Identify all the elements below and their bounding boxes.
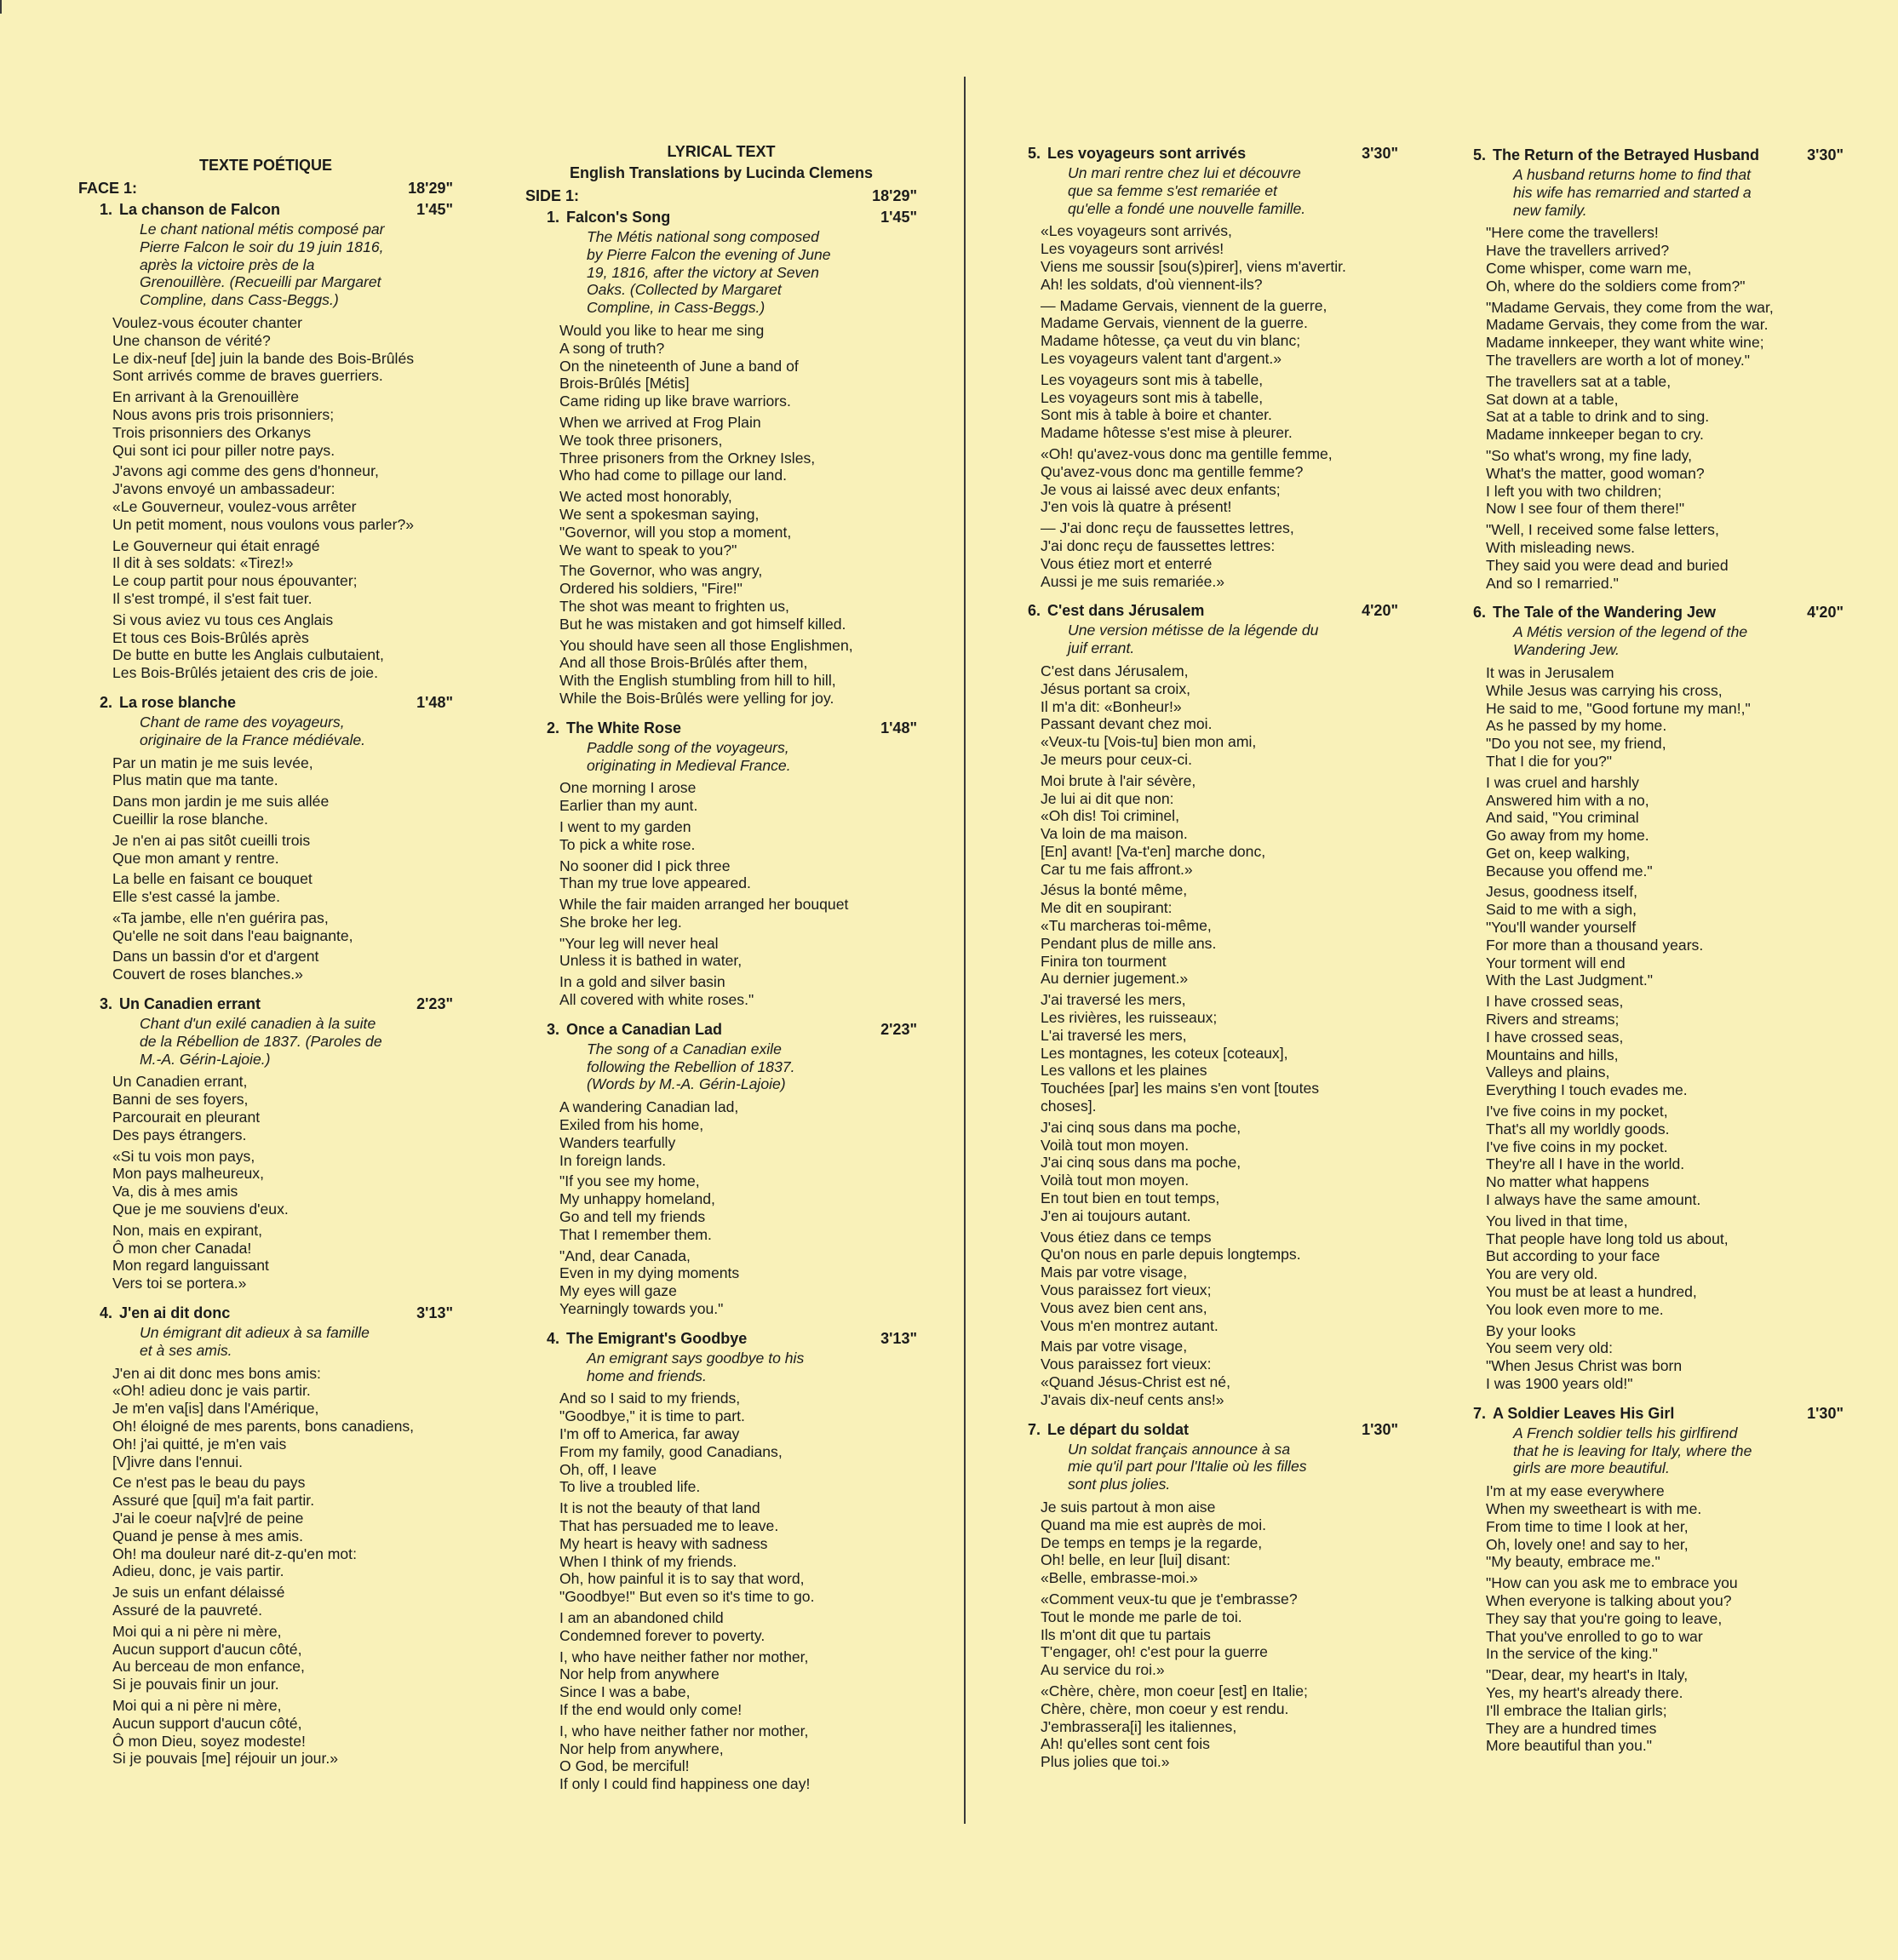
- song-number: 1.: [99, 201, 112, 218]
- lyric-stanza: La belle en faisant ce bouquet Elle s'est cassé la jambe.: [112, 870, 313, 906]
- side-duration: 18'29": [408, 180, 453, 197]
- song-entry: [525, 209, 917, 708]
- lyric-stanza: We acted most honorably, We sent a spokesman saying, "Governor, will you stop a moment, We want to speak to you?": [559, 488, 792, 559]
- song-number: 7.: [1472, 1404, 1486, 1422]
- lyric-stanza: While the fair maiden arranged her bouquet She broke her leg.: [559, 896, 849, 931]
- song-number: 4.: [99, 1304, 112, 1322]
- song-title: Les voyageurs sont arrivés: [1047, 145, 1247, 162]
- song-title: Once a Canadian Lad: [566, 1020, 723, 1038]
- lyric-stanza: You lived in that time, That people have long told us about, But according to your face You are very old. You must be at least a hundred, You look even more to me.: [1486, 1212, 1729, 1318]
- lyric-stanza: It is not the beauty of that land That has persuaded me to leave. My heart is heavy with sadness When I think of my friends. Oh, how painful it is to say that word, "Goodbye!" But even so it's time to go.: [559, 1499, 815, 1606]
- song-number: 2.: [546, 719, 559, 736]
- lyric-stanza: En arrivant à la Grenouillère Nous avons pris trois prisonniers; Trois prisonniers des Orkanys Qui sont ici pour piller notre pays.: [112, 388, 335, 459]
- lyric-stanza: — J'ai donc reçu de faussettes lettres, J'ai donc reçu de faussettes lettres: Vous étiez mort et enterré Aussi je me suis remariée.»: [1041, 519, 1294, 590]
- lyric-stanza: I am an abandoned child Condemned forever to poverty.: [559, 1608, 766, 1644]
- lyric-stanza: When we arrived at Frog Plain We took three prisoners, Three prisoners from the Orkney Isles, Who had come to pillage our land.: [559, 413, 816, 484]
- song-description: An emigrant says goodbye to his home and friends.: [587, 1349, 805, 1384]
- song-duration: 3'30": [1807, 146, 1844, 163]
- song-description: The song of a Canadian exile following the Rebellion of 1837. (Words by M.-A. Gérin-Lajoie): [587, 1040, 795, 1093]
- song-number: 1.: [546, 209, 559, 226]
- song-description: A Métis version of the legend of the Wandering Jew.: [1513, 623, 1748, 659]
- lyric-stanza: "Here come the travellers! Have the travellers arrived? Come whisper, come warn me, Oh, where do the soldiers come from?": [1486, 224, 1746, 295]
- lyric-stanza: Un Canadien errant, Banni de ses foyers, Parcourait en pleurant Des pays étrangers.: [112, 1073, 261, 1143]
- song-title: The Emigrant's Goodbye: [566, 1329, 748, 1347]
- lyric-stanza: J'en ai dit donc mes bons amis: «Oh! adieu donc je vais partir. Je m'en va[is] dans l'Amérique, Oh! éloigné de mes parents, bons canadiens, Oh! j'ai quitté, je m'en vais [V]ivre dans l'ennui.: [112, 1364, 415, 1470]
- column-english-side1: [525, 0, 917, 1805]
- lyric-stanza: Les voyageurs sont mis à tabelle, Les voyageurs sont mis à tabelle, Sont mis à table à boire et chanter. Madame hôtesse s'est mise à pleurer.: [1041, 370, 1293, 442]
- lyric-stanza: Mais par votre visage, Vous paraissez fort vieux: «Quand Jésus-Christ est né, J'avais dix-neuf cents ans!»: [1041, 1338, 1230, 1408]
- song-header: [1006, 1421, 1398, 1439]
- lyric-stanza: "Madame Gervais, they come from the war, Madame Gervais, they come from the war. Madame innkeeper, they want white wine; The travellers are worth a lot of money.": [1486, 298, 1774, 369]
- song-title: The White Rose: [566, 719, 682, 736]
- lyric-stanza: "Dear, dear, my heart's in Italy, Yes, my heart's already there. I'll embrace the Italian girls; They are a hundred times More beautiful than you.": [1486, 1666, 1689, 1755]
- lyric-stanza: J'avons agi comme des gens d'honneur, J'avons envoyé un ambassadeur: «Le Gouverneur, voulez-vous arrêter Un petit moment, nous voulons vous parler?»: [112, 462, 415, 533]
- lyric-stanza: Non, mais en expirant, Ô mon cher Canada! Mon regard languissant Vers toi se portera.»: [112, 1221, 269, 1292]
- lyric-stanza: And so I said to my friends, "Goodbye," it is time to part. I'm off to America, far away From my family, good Canadians, Oh, off, I leave To live a troubled life.: [559, 1390, 783, 1496]
- lyric-stanza: A wandering Canadian lad, Exiled from his home, Wanders tearfully In foreign lands.: [559, 1098, 739, 1169]
- song-duration: 2'23": [880, 1020, 917, 1038]
- song-entry: [78, 1304, 453, 1768]
- lyric-stanza: The Governor, who was angry, Ordered his soldiers, "Fire!" The shot was meant to frighten us, But he was mistaken and got himself killed.: [559, 562, 846, 633]
- lyric-stanza: It was in Jerusalem While Jesus was carrying his cross, He said to me, "Good fortune my man!," As he passed by my home. "Do you not see, my friend, That I die for you?": [1486, 663, 1751, 770]
- song-number: 3.: [99, 995, 112, 1013]
- lyric-stanza: "How can you ask me to embrace you When everyone is talking about you? They say that you're going to leave, That you've enrolled to go to war In the service of the king.": [1486, 1574, 1738, 1663]
- corner-mark: [0, 0, 2, 14]
- song-header: [1006, 602, 1398, 620]
- lyric-stanza: Dans un bassin d'or et d'argent Couvert de roses blanches.»: [112, 948, 319, 983]
- song-header: [1452, 1405, 1844, 1423]
- lyric-stanza: «Chère, chère, mon coeur [est] en Italie; Chère, chère, mon coeur y est rendu. J'embrassera[i] les italiennes, Ah! qu'elles sont cent fois Plus jolies que toi.»: [1041, 1682, 1308, 1771]
- lyric-stanza: «Oh! qu'avez-vous donc ma gentille femme, Qu'avez-vous donc ma gentille femme? Je vous ai laissé avec deux enfants; J'en vois là quatre à présent!: [1041, 444, 1333, 516]
- side-duration: 18'29": [872, 187, 917, 204]
- song-header: [78, 995, 453, 1013]
- song-duration: 3'30": [1362, 145, 1398, 162]
- column-heading: TEXTE POÉTIQUE: [198, 157, 333, 174]
- song-number: 7.: [1027, 1420, 1041, 1438]
- lyric-stanza: By your looks You seem very old: "When Jesus Christ was born I was 1900 years old!": [1486, 1321, 1683, 1392]
- song-description: A French soldier tells his girlfirend that he is leaving for Italy, where the girls are more beautiful.: [1513, 1424, 1752, 1477]
- lyric-stanza: J'ai traversé les mers, Les rivières, les ruisseaux; L'ai traversé les mers, Les montagnes, les coteux [coteaux], Les vallons et les plaines Touchées [par] les mains s'en vont [toutes choses].: [1041, 991, 1320, 1115]
- song-description: Un soldat français announce à sa mie qu'il part pour l'Italie où les filles sont plus jolies.: [1068, 1440, 1307, 1493]
- lyric-stanza: «Les voyageurs sont arrivés, Les voyageurs sont arrivés! Viens me soussir [sou(s)pirer], viens m'avertir. Ah! les soldats, d'où viennent-ils?: [1041, 222, 1346, 293]
- lyric-stanza: I, who have neither father nor mother, Nor help from anywhere, O God, be merciful! If only I could find happiness one day!: [559, 1722, 811, 1793]
- song-duration: 1'45": [416, 201, 453, 218]
- lyric-stanza: In a gold and silver basin All covered with white roses.": [559, 973, 754, 1009]
- song-entry: [1006, 602, 1398, 1408]
- lyric-stanza: No sooner did I pick three Than my true love appeared.: [559, 857, 751, 892]
- song-title: Le départ du soldat: [1047, 1420, 1190, 1438]
- lyric-stanza: Dans mon jardin je me suis allée Cueillir la rose blanche.: [112, 793, 330, 828]
- song-title: La rose blanche: [119, 693, 237, 711]
- song-duration: 2'23": [416, 995, 453, 1013]
- song-entry: [1452, 604, 1844, 1392]
- song-header: [1452, 146, 1844, 164]
- song-description: Un émigrant dit adieux à sa famille et à ses amis.: [140, 1324, 370, 1359]
- lyric-stanza: «Ta jambe, elle n'en guérira pas, Qu'elle ne soit dans l'eau baignante,: [112, 908, 353, 944]
- lyric-stanza: Je suis un enfant délaissé Assuré de la pauvreté.: [112, 1584, 285, 1619]
- song-duration: 1'30": [1807, 1404, 1844, 1422]
- lyric-stanza: Moi qui a ni père ni mère, Aucun support d'aucun côté, Au berceau de mon enfance, Si je pouvais finir un jour.: [112, 1622, 305, 1694]
- song-entry: [78, 694, 453, 983]
- lyric-stanza: Par un matin je me suis levée, Plus matin que ma tante.: [112, 754, 313, 789]
- column-heading: LYRICAL TEXT: [667, 143, 776, 160]
- column-french-continued: [1006, 0, 1398, 1783]
- lyric-stanza: Si vous aviez vu tous ces Anglais Et tous ces Bois-Brûlés après De butte en butte les Anglais culbutaient, Les Bois-Brûlés jetaient des cris de joie.: [112, 610, 384, 682]
- lyric-stanza: Voulez-vous écouter chanter Une chanson de vérité? Le dix-neuf [de] juin la bande des Bois-Brûlés Sont arrivés comme de braves guerriers.: [112, 313, 415, 385]
- lyric-stanza: «Si tu vois mon pays, Mon pays malheureux, Va, dis à mes amis Que je me souviens d'eux.: [112, 1147, 289, 1218]
- song-title: La chanson de Falcon: [119, 201, 281, 218]
- lyric-stanza: "Well, I received some false letters, With misleading news. They said you were dead and buried And so I remarried.": [1486, 521, 1729, 592]
- lyric-stanza: Ce n'est pas le beau du pays Assuré que [qui] m'a fait partir. J'ai le coeur na[v]ré de peine Quand je pense à mes amis. Oh! ma douleur naré dit-z-qu'en mot: Adieu, donc, je vais partir.: [112, 1474, 357, 1580]
- lyric-stanza: I went to my garden To pick a white rose.: [559, 817, 696, 853]
- lyric-stanza: J'ai cinq sous dans ma poche, Voilà tout mon moyen. J'ai cinq sous dans ma poche, Voilà tout mon moyen. En tout bien en tout temps, J'en ai toujours autant.: [1041, 1118, 1241, 1224]
- song-entry: [1452, 1405, 1844, 1755]
- song-header: [1452, 604, 1844, 622]
- song-description: Une version métisse de la légende du juif errant.: [1068, 622, 1319, 657]
- song-entry: [525, 719, 917, 1009]
- lyric-stanza: One morning I arose Earlier than my aunt.: [559, 779, 698, 815]
- side-header: [525, 187, 917, 205]
- song-duration: 4'20": [1362, 602, 1398, 620]
- lyric-stanza: Je suis partout à mon aise Quand ma mie est auprès de moi. De temps en temps je la regarde, Oh! belle, en leur [lui] disant: «Belle, embrasse-moi.»: [1041, 1498, 1267, 1587]
- song-title: Un Canadien errant: [119, 995, 261, 1013]
- song-entry: [525, 1330, 917, 1793]
- song-title: The Tale of the Wandering Jew: [1493, 604, 1717, 622]
- side-label: FACE 1:: [78, 180, 138, 197]
- song-title: J'en ai dit donc: [119, 1304, 231, 1322]
- lyric-stanza: "Your leg will never heal Unless it is bathed in water,: [559, 934, 743, 970]
- song-header: [78, 201, 453, 219]
- song-duration: 1'48": [880, 719, 917, 736]
- lyric-stanza: Would you like to hear me sing A song of truth? On the nineteenth of June a band of Brois-Brûlés [Métis] Came riding up like brave warriors.: [559, 321, 799, 410]
- lyric-stanza: «Comment veux-tu que je t'embrasse? Tout le monde me parle de toi. Ils m'ont dit que tu partais T'engager, oh! c'est pour la guerre Au service du roi.»: [1041, 1590, 1298, 1679]
- song-header: [78, 1304, 453, 1322]
- side-header: [78, 180, 453, 198]
- lyric-stanza: I have crossed seas, Rivers and streams; I have crossed seas, Mountains and hills, Valleys and plains, Everything I touch evades me.: [1486, 993, 1688, 1099]
- song-title: C'est dans Jérusalem: [1047, 602, 1205, 620]
- lyric-stanza: Le Gouverneur qui était enragé Il dit à ses soldats: «Tirez!» Le coup partit pour nous épouvanter; Il s'est trompé, il s'est fait tuer.: [112, 536, 358, 607]
- song-duration: 1'30": [1362, 1420, 1398, 1438]
- song-duration: 4'20": [1807, 604, 1844, 622]
- lyric-stanza: Moi brute à l'air sévère, Je lui ai dit que non: «Oh dis! Toi criminel, Va loin de ma maison. [En] avant! [Va-t'en] marche donc, Car tu me fais affront.»: [1041, 771, 1266, 878]
- song-title: The Return of the Betrayed Husband: [1493, 146, 1760, 163]
- song-duration: 1'45": [880, 209, 917, 226]
- song-entry: [78, 201, 453, 682]
- song-number: 6.: [1472, 604, 1486, 622]
- song-header: [1006, 145, 1398, 163]
- lyric-stanza: — Madame Gervais, viennent de la guerre, Madame Gervais, viennent de la guerre. Madame hôtesse, ça veut du vin blanc; Les voyageurs valent tant d'argent.»: [1041, 296, 1327, 367]
- lyric-stanza: You should have seen all those Englishmen, And all those Brois-Brûlés after them, With the English stumbling from hill to hill, While the Bois-Brûlés were yelling for joy.: [559, 636, 853, 707]
- song-description: Chant d'un exilé canadien à la suite de la Rébellion de 1837. (Paroles de M.-A. Gérin-Lajoie.): [140, 1015, 382, 1068]
- song-number: 2.: [99, 693, 112, 711]
- song-entry: [1006, 1421, 1398, 1771]
- song-title: Falcon's Song: [566, 209, 671, 226]
- song-entry: [525, 1021, 917, 1318]
- song-number: 5.: [1472, 146, 1486, 163]
- song-description: The Métis national song composed by Pierre Falcon the evening of June 19, 1816, after the victory at Seven Oaks. (Collected by Margaret Compline, in Cass-Beggs.): [587, 228, 831, 317]
- song-description: Un mari rentre chez lui et découvre que sa femme s'est remariée et qu'elle a fondé une nouvelle famille.: [1068, 164, 1306, 217]
- column-divider: [964, 77, 966, 1824]
- song-number: 3.: [546, 1020, 559, 1038]
- song-number: 5.: [1027, 145, 1041, 162]
- song-header: [525, 719, 917, 737]
- lyric-stanza: Moi qui a ni père ni mère, Aucun support d'aucun côté, Ô mon Dieu, soyez modeste! Si je pouvais [me] réjouir un jour.»: [112, 1696, 339, 1768]
- song-entry: [1452, 146, 1844, 592]
- lyric-stanza: Jesus, goodness itself, Said to me with a sigh, "You'll wander yourself For more than a thousand years. Your torment will end With the Last Judgment.": [1486, 883, 1704, 989]
- lyric-stanza: Je n'en ai pas sitôt cueilli trois Que mon amant y rentre.: [112, 831, 311, 867]
- song-description: Le chant national métis composé par Pierre Falcon le soir du 19 juin 1816, après la victoire près de la Grenouillère. (Recueilli par Margaret Compline, dans Cass-Beggs.): [140, 221, 385, 309]
- lyric-stanza: I was cruel and harshly Answered him with a no, And said, "You criminal Go away from my home. Get on, keep walking, Because you offend me.": [1486, 773, 1653, 880]
- lyric-stanza: I've five coins in my pocket, That's all my worldly goods. I've five coins in my pocket. They're all I have in the world. No matter what happens I always have the same amount.: [1486, 1103, 1701, 1209]
- song-title: A Soldier Leaves His Girl: [1493, 1404, 1675, 1422]
- song-header: [525, 209, 917, 226]
- lyric-stanza: C'est dans Jérusalem, Jésus portant sa croix, Il m'a dit: «Bonheur!» Passant devant chez moi. «Veux-tu [Vois-tu] bien mon ami, Je meurs pour ceux-ci.: [1041, 662, 1257, 768]
- song-duration: 3'13": [416, 1304, 453, 1322]
- lyric-stanza: "And, dear Canada, Even in my dying moments My eyes will gaze Yearningly towards you.": [559, 1246, 740, 1318]
- column-subheading: English Translations by Lucinda Clemens: [569, 164, 874, 181]
- lyric-stanza: I'm at my ease everywhere When my sweetheart is with me. From time to time I look at her, Oh, lovely one! and say to her, "My beauty, embrace me.": [1486, 1482, 1702, 1571]
- lyric-stanza: "If you see my home, My unhappy homeland, Go and tell my friends That I remember them.: [559, 1172, 715, 1243]
- song-description: Chant de rame des voyageurs, originaire de la France médiévale.: [140, 713, 366, 748]
- song-duration: 3'13": [880, 1329, 917, 1347]
- song-header: [525, 1330, 917, 1348]
- song-header: [78, 694, 453, 712]
- lyric-stanza: The travellers sat at a table, Sat down at a table, Sat at a table to drink and to sing. Madame innkeeper began to cry.: [1486, 372, 1710, 444]
- side-label: SIDE 1:: [525, 187, 580, 204]
- song-number: 4.: [546, 1329, 559, 1347]
- column-french-face1: [78, 0, 453, 1779]
- song-entry: [78, 995, 453, 1292]
- song-number: 6.: [1027, 602, 1041, 620]
- lyric-stanza: "So what's wrong, my fine lady, What's the matter, good woman? I left you with two children; Now I see four of them there!": [1486, 446, 1705, 518]
- song-header: [525, 1021, 917, 1039]
- song-entry: [1006, 145, 1398, 590]
- lyric-stanza: I, who have neither father nor mother, Nor help from anywhere Since I was a babe, If the end would only come!: [559, 1648, 809, 1718]
- song-description: A husband returns home to find that his wife has remarried and started a new family.: [1513, 166, 1752, 219]
- column-english-continued: [1452, 0, 1844, 1767]
- song-duration: 1'48": [416, 693, 453, 711]
- song-description: Paddle song of the voyageurs, originating in Medieval France.: [587, 738, 791, 774]
- lyric-stanza: Jésus la bonté même, Me dit en soupirant: «Tu marcheras toi-même, Pendant plus de mille ans. Finira ton tourment Au dernier jugement.»: [1041, 881, 1217, 988]
- lyric-stanza: Vous étiez dans ce temps Qu'on nous en parle depuis longtemps. Mais par votre visage, Vous paraissez fort vieux; Vous avez bien cent ans, Vous m'en montrez autant.: [1041, 1228, 1301, 1334]
